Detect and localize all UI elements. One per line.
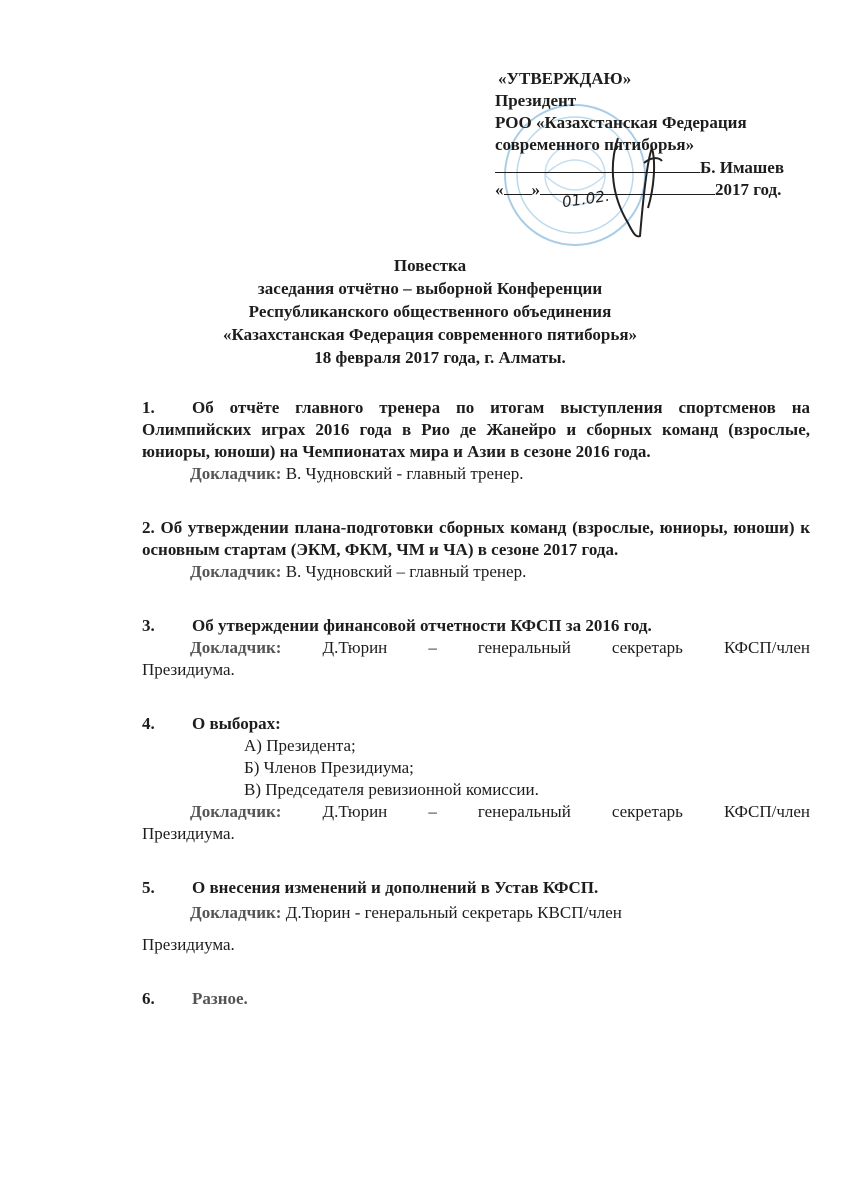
- reporter-role-2: секретарь: [611, 638, 683, 657]
- reporter-label: Докладчик:: [190, 464, 282, 483]
- item-5-reporter-tail: Президиума.: [142, 935, 235, 954]
- reporter-role-3: КФСП/член: [723, 638, 810, 657]
- approval-position: Президент: [495, 91, 577, 110]
- approval-date-line: [495, 178, 815, 200]
- item-number: 5.: [142, 878, 155, 897]
- agenda-item-2: [142, 517, 810, 561]
- item-text: О выборах:: [192, 714, 281, 733]
- agenda-item-4: [142, 713, 810, 735]
- election-option-1: А) Президента;: [244, 736, 356, 755]
- document-title: [150, 254, 710, 369]
- reporter-role-1: генеральный: [477, 638, 571, 657]
- reporter-label: Докладчик:: [190, 802, 282, 821]
- reporter-role-2: секретарь: [611, 802, 683, 821]
- signature-blank: [495, 156, 700, 173]
- agenda-item-1: [142, 397, 810, 463]
- reporter-name: В. Чудновский – главный тренер.: [281, 562, 527, 581]
- approval-heading: «УТВЕРЖДАЮ»: [498, 69, 632, 88]
- agenda-item-3: [142, 615, 810, 637]
- item-4-reporter-tail: Президиума.: [142, 824, 235, 843]
- day-blank: [504, 178, 532, 195]
- title-line-5: 18 февраля 2017 года, г. Алматы.: [314, 348, 566, 367]
- item-number: 3.: [142, 616, 155, 635]
- election-option-2: Б) Членов Президиума;: [244, 758, 414, 777]
- item-3-reporter-tail: Президиума.: [142, 660, 235, 679]
- title-line-4: «Казахстанская Федерация современного пятиборья»: [222, 325, 638, 344]
- reporter-name: Д.Тюрин: [322, 802, 388, 821]
- approval-organization-cont: современного пятиборья»: [495, 135, 695, 154]
- agenda-item-5: [142, 877, 810, 899]
- item-number: 2.: [142, 518, 155, 537]
- title-line-1: Повестка: [393, 256, 467, 275]
- reporter-name: В. Чудновский - главный тренер.: [281, 464, 524, 483]
- item-number: 6.: [142, 989, 155, 1008]
- item-text: О внесения изменений и дополнений в Устав КФСП.: [192, 878, 599, 897]
- item-text: Об отчёте главного тренера по итогам выступления спортсменов на Олимпийских играх 2016 года в Рио де Жанейро и сборных команд (взрослые, юниоры, юноши) на Чемпионатах мира и Азии в сезоне 2016 года.: [142, 398, 810, 461]
- approval-signatory: Б. Имашев: [700, 158, 785, 177]
- item-text: Об утверждении плана-подготовки сборных команд (взрослые, юниоры, юноши) к основным стартам (ЭКМ, ФКМ, ЧМ и ЧА) в сезоне 2017 года.: [142, 518, 811, 559]
- approval-organization: РОО «Казахстанская Федерация: [495, 113, 747, 132]
- date-quote-close: »: [531, 180, 540, 199]
- item-5-reporter: [142, 902, 810, 924]
- handwritten-date: 01.02.: [560, 186, 611, 212]
- reporter-dash: –: [428, 638, 437, 657]
- item-text: Об утверждении финансовой отчетности КФСП за 2016 год.: [192, 616, 652, 635]
- title-line-3: Республиканского общественного объединения: [248, 302, 612, 321]
- reporter-label: Докладчик:: [190, 562, 282, 581]
- item-3-reporter: [142, 637, 810, 659]
- reporter-name: Д.Тюрин - генеральный секретарь КВСП/член: [281, 903, 622, 922]
- approval-block: [495, 68, 815, 200]
- agenda-item-6: [142, 988, 810, 1010]
- item-1-reporter: [142, 463, 810, 485]
- reporter-dash: –: [428, 802, 437, 821]
- item-number: 4.: [142, 714, 155, 733]
- reporter-role-3: КФСП/член: [723, 802, 810, 821]
- title-line-2: заседания отчётно – выборной Конференции: [257, 279, 603, 298]
- reporter-name: Д.Тюрин: [322, 638, 388, 657]
- date-quote-open: «: [495, 180, 504, 199]
- approval-signatory-line: [495, 156, 815, 178]
- item-text: Разное.: [192, 989, 248, 1008]
- election-option-3: В) Председателя ревизионной комиссии.: [244, 780, 539, 799]
- item-2-reporter: [142, 561, 810, 583]
- approval-year: 2017 год.: [715, 180, 782, 199]
- reporter-label: Докладчик:: [190, 903, 282, 922]
- reporter-label: Докладчик:: [190, 638, 282, 657]
- agenda-list: [142, 397, 810, 1010]
- reporter-role-1: генеральный: [477, 802, 571, 821]
- month-blank: [540, 178, 715, 195]
- item-number: 1.: [142, 398, 155, 417]
- item-4-reporter: [142, 801, 810, 823]
